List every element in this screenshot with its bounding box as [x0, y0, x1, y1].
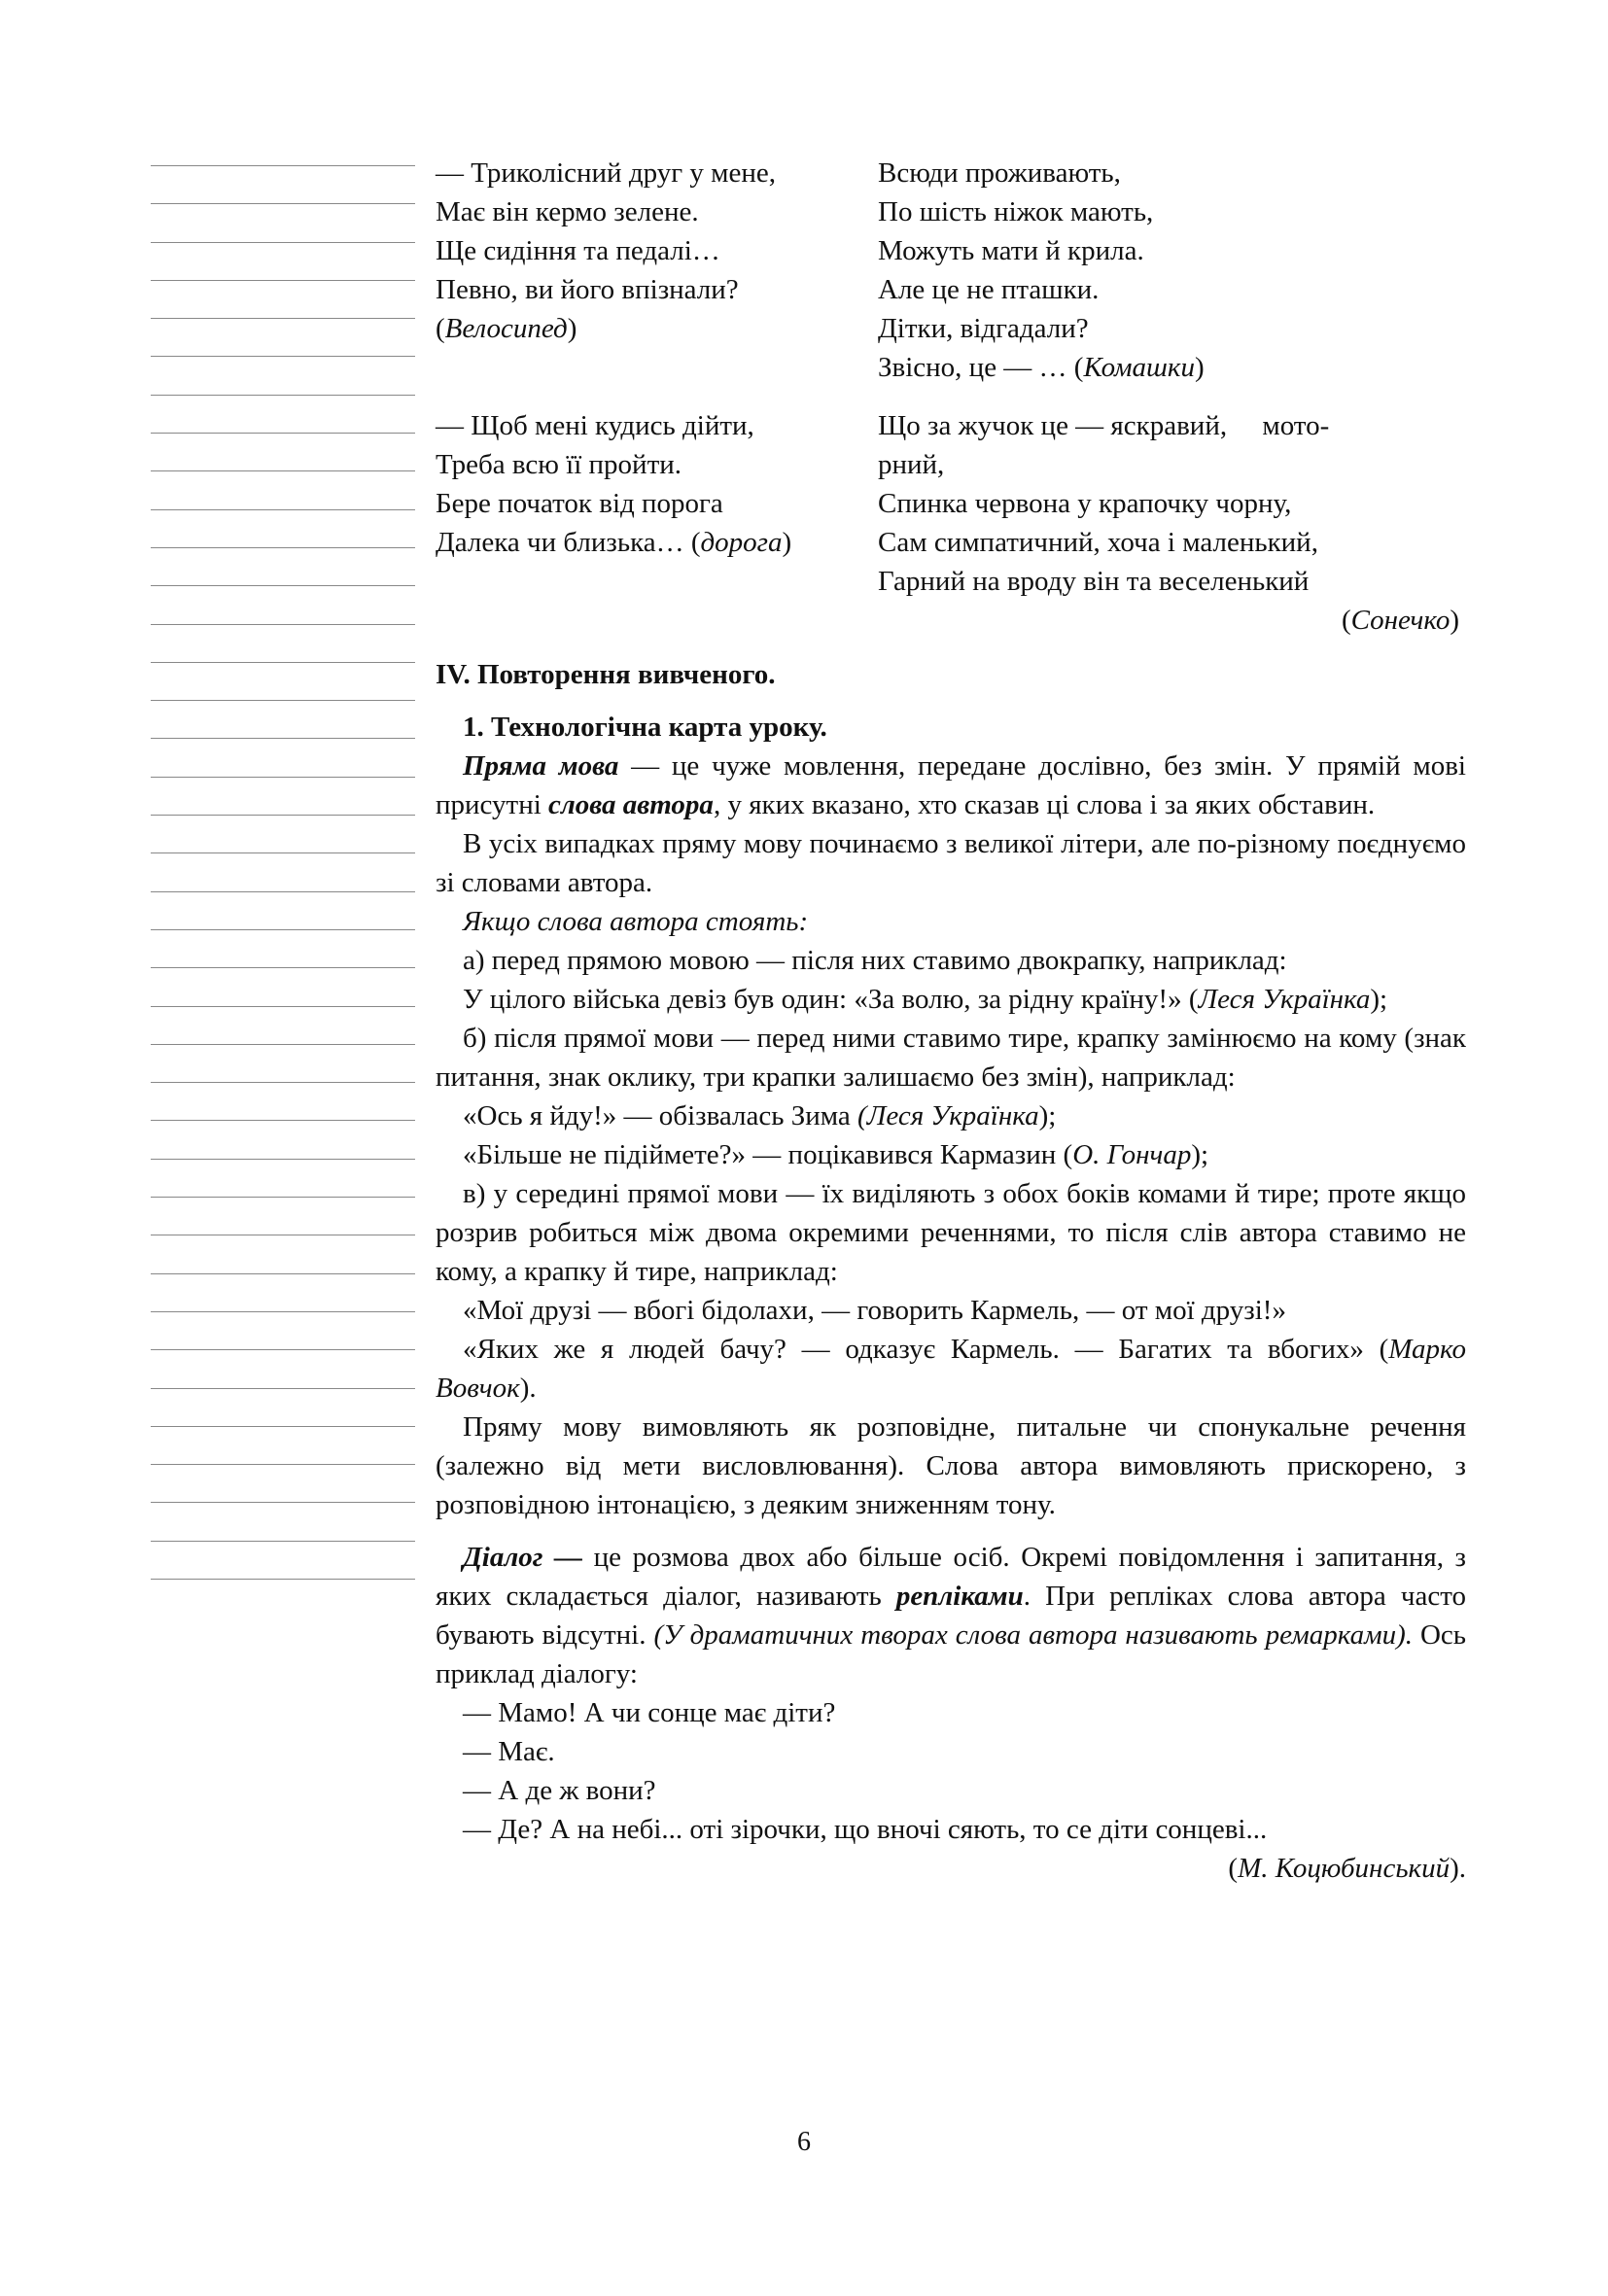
margin-line — [151, 203, 415, 204]
margin-line — [151, 662, 415, 663]
margin-line — [151, 470, 415, 471]
margin-line — [151, 1502, 415, 1503]
margin-line — [151, 1579, 415, 1580]
paragraph: В усіх випадках пряму мову починаємо з великої літери, але по-різному поєднуємо зі словами автора. — [436, 828, 1466, 898]
riddle-line: Всюди проживають, — [878, 157, 1121, 189]
riddle-line: Треба всю її пройти. — [436, 449, 682, 480]
riddle-answer: Сонечко — [1350, 605, 1451, 636]
example: «Мої друзі — вбогі бідолахи, — говорить Кармель, — от мої друзі!» — [463, 1295, 1286, 1326]
term: Пряма мова — [463, 750, 619, 782]
margin-line — [151, 1082, 415, 1083]
paragraph: а) перед прямою мовою — після них ставимо двокрапку, наприклад: — [463, 945, 1287, 976]
term: репліками — [895, 1581, 1024, 1612]
riddle-answer: Велосипед — [444, 313, 568, 344]
riddles — [436, 154, 1466, 640]
margin-line — [151, 585, 415, 586]
riddle-line: Певно, ви його впізнали? — [436, 274, 739, 305]
riddle-answer-line: (Сонечко) — [1341, 605, 1459, 636]
margin-line — [151, 1311, 415, 1312]
margin-line — [151, 509, 415, 510]
page-number: 6 — [797, 2127, 811, 2157]
riddle-line: рний, — [878, 449, 945, 480]
margin-line — [151, 1006, 415, 1007]
riddle-road — [436, 406, 878, 640]
paragraph: б) після прямої мови — перед ними ставимо тире, крапку замінюємо на кому (знак питання, знак оклику, три крапки залишаємо без змін), наприклад: — [436, 1023, 1466, 1093]
riddle-line: Що за жучок це — яскравий, мото- — [878, 410, 1330, 441]
riddle-bicycle — [436, 154, 878, 387]
example: «Ось я йду!» — обізвалась Зима (Леся Українка); — [463, 1100, 1057, 1131]
margin-line — [151, 777, 415, 778]
paragraph-dialog: Діалог — це розмова двох або більше осіб. Окремі повідомлення і запитання, з яких складається діалог, називають репліками. При репліках слова автора часто бувають відсутні. (У драматичних творах слова автора називають ремарками). Ось приклад діалогу: — [436, 1542, 1467, 1689]
margin-line — [151, 1120, 415, 1121]
dialog-source: (М. Коцюбинський). — [1228, 1853, 1466, 1884]
example: У цілого війська девіз був один: «За волю, за рідну країну!» (Леся Українка); — [463, 984, 1388, 1015]
subsection-heading: 1. Технологічна карта уроку. — [463, 712, 827, 743]
margin-line — [151, 1541, 415, 1542]
riddle-answer-line: (Велосипед) — [436, 313, 577, 344]
margin-line — [151, 1197, 415, 1198]
source: О. Гончар — [1072, 1139, 1192, 1170]
paragraph: Якщо слова автора стоять: — [463, 906, 809, 937]
margin-line — [151, 967, 415, 968]
margin-line — [151, 738, 415, 739]
source: Леся Українка — [1198, 984, 1371, 1015]
margin-line — [151, 356, 415, 357]
margin-line — [151, 318, 415, 319]
riddle-line: Сам симпатичний, хоча і маленький, — [878, 527, 1318, 558]
margin-line — [151, 929, 415, 930]
margin-line — [151, 700, 415, 701]
riddle-answer-line: Звісно, це — … (Комашки) — [878, 352, 1205, 383]
dialog-line: — Має. — [463, 1736, 555, 1767]
source: (Леся Українка — [857, 1100, 1039, 1131]
riddle-line: Має він кермо зелене. — [436, 196, 699, 227]
margin-line — [151, 1388, 415, 1389]
riddle-ladybug — [878, 406, 1461, 640]
page-content — [436, 154, 1466, 1888]
riddle-line: — Щоб мені кудись дійти, — [436, 410, 754, 441]
source: М. Коцюбинський — [1238, 1853, 1451, 1884]
margin-line — [151, 1044, 415, 1045]
term: слова автора — [548, 789, 714, 820]
riddle-line: Але це не пташки. — [878, 274, 1100, 305]
margin-line — [151, 1349, 415, 1350]
paragraph: в) у середині прямої мови — їх виділяють з обох боків комами й тире; проте якщо розрив робиться між двома окремими реченнями, то після слів автора ставимо не кому, а крапку й тире, наприклад: — [436, 1178, 1466, 1287]
riddle-insects — [878, 154, 1461, 387]
dialog-line: — Мамо! А чи сонце має діти? — [463, 1697, 836, 1728]
margin-line — [151, 852, 415, 853]
margin-line — [151, 1426, 415, 1427]
riddle-line: — Триколісний друг у мене, — [436, 157, 776, 189]
riddle-line: Гарний на вроду він та веселенький — [878, 566, 1310, 597]
margin-line — [151, 1464, 415, 1465]
riddle-line: Звісно, це — … ( — [878, 352, 1084, 383]
riddle-line: Можуть мати й крила. — [878, 235, 1144, 266]
paragraph-direct-speech: Пряма мова — це чуже мовлення, передане дослівно, без змін. У прямій мові присутні слова автора, у яких вказано, хто сказав ці слова і за яких обставин. — [436, 750, 1466, 820]
margin-line — [151, 1159, 415, 1160]
margin-line — [151, 891, 415, 892]
dialog-line: — Де? А на небі... оті зірочки, що вночі сяють, то се діти сонцеві... — [463, 1814, 1268, 1845]
riddle-answer: дорога — [700, 527, 783, 558]
riddle-answer: Комашки — [1083, 352, 1195, 383]
riddle-line: По шість ніжок мають, — [878, 196, 1154, 227]
margin-line — [151, 242, 415, 243]
margin-line — [151, 547, 415, 548]
riddle-answer-line: Далека чи близька… (дорога) — [436, 527, 792, 558]
dialog-line: — А де ж вони? — [463, 1775, 656, 1806]
paragraph: Пряму мову вимовляють як розповідне, питальне чи спонукальне речення (залежно від мети висловлювання). Слова автора вимовляють прискорено, з розповідною інтонацією, з деяким зниженням тону. — [436, 1411, 1466, 1520]
term: Діалог — — [463, 1542, 583, 1573]
section-heading: IV. Повторення вивченого. — [436, 659, 776, 690]
source: Марко Вовчок — [436, 1334, 1466, 1404]
riddle-line: Дітки, відгадали? — [878, 313, 1089, 344]
margin-line — [151, 280, 415, 281]
margin-line — [151, 395, 415, 396]
margin-line — [151, 165, 415, 166]
margin-line — [151, 624, 415, 625]
riddle-line: Спинка червона у крапочку чорну, — [878, 488, 1292, 519]
riddle-line: Далека чи близька… ( — [436, 527, 701, 558]
riddle-line: Бере початок від порога — [436, 488, 723, 519]
riddle-line: Ще сидіння та педалі… — [436, 235, 720, 266]
example: «Більше не підіймете?» — поцікавився Кармазин (О. Гончар); — [463, 1139, 1209, 1170]
margin-line — [151, 1273, 415, 1274]
margin-line — [151, 433, 415, 434]
margin-line — [151, 815, 415, 816]
margin-note-lines — [151, 165, 415, 1617]
example: «Яких же я людей бачу? — одказує Кармель. — Багатих та вбогих» (Марко Вовчок). — [436, 1334, 1466, 1404]
